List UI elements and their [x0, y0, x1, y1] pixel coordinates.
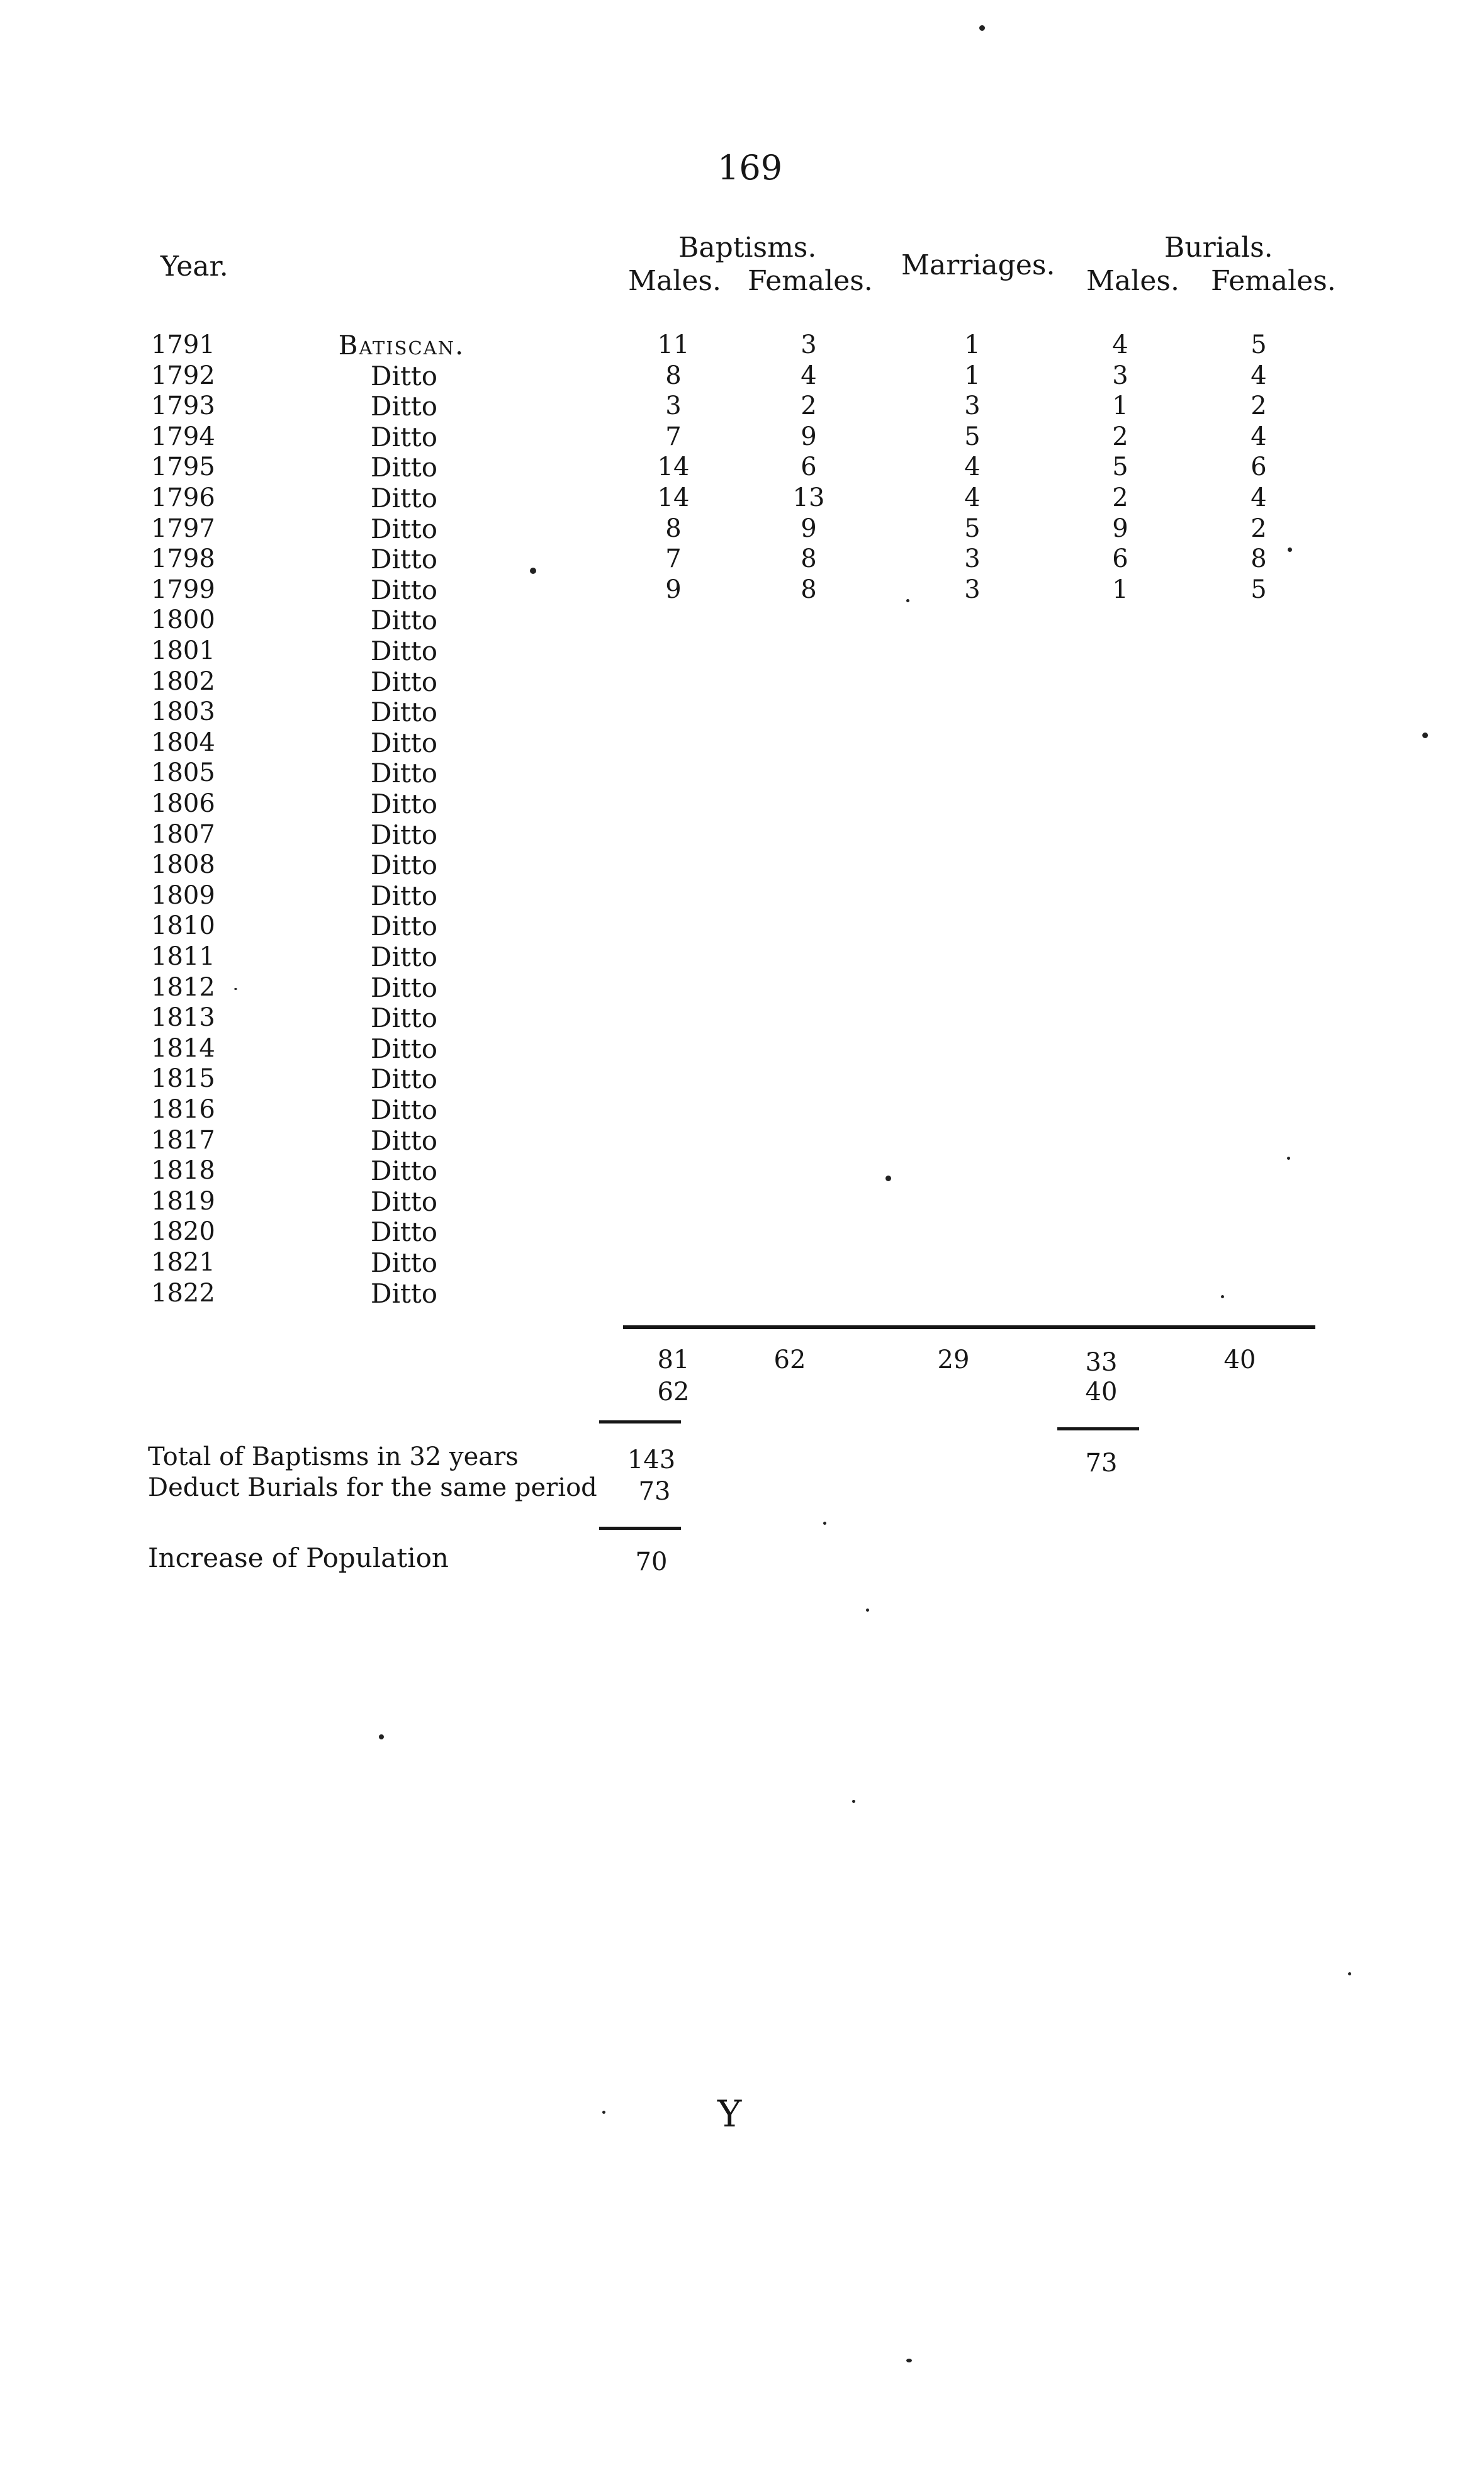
- subtotal-burials-females: 40: [1085, 1378, 1118, 1407]
- header-burials: Burials.: [1164, 232, 1273, 264]
- cell-place: Ditto: [370, 483, 438, 514]
- cell-year: 1816: [151, 1095, 215, 1124]
- cell-burials-females: 2: [1251, 391, 1267, 420]
- cell-baptisms-females: 3: [801, 330, 817, 359]
- cell-marriages: 5: [964, 422, 981, 451]
- cell-year: 1798: [151, 544, 215, 573]
- cell-baptisms-females: 8: [801, 575, 817, 604]
- cell-marriages: 1: [964, 361, 981, 390]
- cell-year: 1801: [151, 636, 215, 665]
- cell-burials-females: 4: [1251, 422, 1267, 451]
- signature-mark: Y: [717, 2092, 742, 2135]
- cell-baptisms-females: 6: [801, 452, 817, 481]
- cell-marriages: 4: [964, 483, 981, 512]
- summary-burials-total: 73: [1085, 1449, 1118, 1478]
- cell-burials-females: 2: [1251, 514, 1267, 543]
- scan-speck: [1348, 1972, 1351, 1975]
- cell-place: Ditto: [370, 1247, 438, 1278]
- total-baptisms-females: 62: [773, 1345, 806, 1374]
- total-burials-females: 40: [1223, 1345, 1256, 1374]
- cell-place: Ditto: [370, 1002, 438, 1033]
- cell-baptisms-males: 7: [665, 422, 682, 451]
- cell-baptisms-females: 4: [801, 361, 817, 390]
- cell-place: Ditto: [370, 391, 438, 422]
- cell-year: 1791: [151, 330, 215, 359]
- summary-deduct-label: Deduct Burials for the same period: [148, 1473, 597, 1502]
- cell-burials-females: 4: [1251, 361, 1267, 390]
- cell-marriages: 4: [964, 452, 981, 481]
- cell-year: 1819: [151, 1187, 215, 1216]
- cell-burials-males: 4: [1112, 330, 1128, 359]
- header-baptisms-males: Males.: [628, 265, 721, 297]
- cell-burials-females: 4: [1251, 483, 1267, 512]
- header-year: Year.: [160, 250, 228, 283]
- scan-speck: [530, 568, 536, 574]
- cell-place: Ditto: [370, 1094, 438, 1125]
- scan-speck: [1422, 733, 1428, 738]
- cell-year: 1793: [151, 391, 215, 420]
- summary-increase-value: 70: [635, 1547, 668, 1576]
- cell-marriages: 1: [964, 330, 981, 359]
- cell-year: 1804: [151, 728, 215, 757]
- cell-baptisms-males: 14: [657, 483, 690, 512]
- cell-burials-females: 8: [1251, 544, 1267, 573]
- header-burials-males: Males.: [1086, 265, 1179, 297]
- cell-baptisms-females: 2: [801, 391, 817, 420]
- total-burials-males: 33: [1085, 1348, 1118, 1377]
- scan-speck: [1288, 547, 1292, 552]
- scan-speck: [1287, 1157, 1290, 1160]
- cell-place: Ditto: [370, 880, 438, 911]
- cell-year: 1799: [151, 575, 215, 604]
- cell-marriages: 3: [964, 391, 981, 420]
- cell-baptisms-males: 11: [657, 330, 690, 359]
- cell-burials-males: 2: [1112, 422, 1128, 451]
- cell-baptisms-males: 8: [665, 361, 682, 390]
- cell-place: Ditto: [370, 1125, 438, 1156]
- cell-burials-males: 2: [1112, 483, 1128, 512]
- scan-speck: [602, 2111, 605, 2114]
- total-baptisms-males: 81: [657, 1345, 690, 1374]
- sum-rule-baptisms: [599, 1420, 681, 1423]
- cell-place: Ditto: [370, 514, 438, 544]
- cell-place: Ditto: [370, 1186, 438, 1217]
- cell-year: 1815: [151, 1064, 215, 1093]
- cell-baptisms-females: 8: [801, 544, 817, 573]
- cell-place: Ditto: [370, 1064, 438, 1094]
- header-marriages: Marriages.: [901, 249, 1055, 281]
- sum-rule-burials: [1057, 1427, 1139, 1430]
- scan-speck: [823, 1522, 826, 1525]
- scan-speck: [906, 2359, 912, 2362]
- cell-place: Ditto: [370, 1278, 438, 1309]
- cell-year: 1811: [151, 942, 215, 971]
- cell-place: Ditto: [370, 1155, 438, 1186]
- cell-burials-males: 5: [1112, 452, 1128, 481]
- cell-burials-females: 6: [1251, 452, 1267, 481]
- cell-burials-males: 9: [1112, 514, 1128, 543]
- scan-speck: [379, 1734, 384, 1739]
- summary-total-label: Total of Baptisms in 32 years: [148, 1442, 519, 1471]
- cell-year: 1812: [151, 973, 215, 1002]
- cell-place: Ditto: [370, 575, 438, 605]
- cell-burials-males: 1: [1112, 391, 1128, 420]
- cell-baptisms-males: 3: [665, 391, 682, 420]
- cell-year: 1792: [151, 361, 215, 390]
- cell-place: Ditto: [370, 850, 438, 880]
- cell-year: 1818: [151, 1156, 215, 1185]
- cell-place: Ditto: [370, 911, 438, 941]
- cell-year: 1808: [151, 850, 215, 879]
- scan-speck: [979, 25, 985, 31]
- cell-burials-males: 1: [1112, 575, 1128, 604]
- page-number: 169: [717, 148, 783, 188]
- cell-place: Ditto: [370, 452, 438, 483]
- cell-year: 1821: [151, 1248, 215, 1277]
- cell-year: 1796: [151, 483, 215, 512]
- cell-baptisms-males: 14: [657, 452, 690, 481]
- cell-year: 1800: [151, 605, 215, 634]
- header-baptisms-females: Females.: [748, 265, 873, 297]
- summary-deduct-value: 73: [638, 1477, 671, 1506]
- cell-place: Ditto: [370, 697, 438, 727]
- cell-year: 1795: [151, 452, 215, 481]
- cell-place: Ditto: [370, 422, 438, 452]
- cell-burials-females: 5: [1251, 330, 1267, 359]
- cell-place: Ditto: [370, 666, 438, 697]
- cell-place: Ditto: [370, 972, 438, 1003]
- cell-year: 1806: [151, 789, 215, 818]
- cell-year: 1807: [151, 820, 215, 849]
- cell-place: Ditto: [370, 544, 438, 575]
- totals-rule: [623, 1325, 1315, 1329]
- cell-burials-females: 5: [1251, 575, 1267, 604]
- cell-year: 1805: [151, 758, 215, 787]
- cell-baptisms-males: 9: [665, 575, 682, 604]
- cell-marriages: 3: [964, 544, 981, 573]
- cell-place: Ditto: [370, 361, 438, 391]
- cell-place: Ditto: [370, 605, 438, 636]
- cell-burials-males: 3: [1112, 361, 1128, 390]
- summary-increase-label: Increase of Population: [148, 1542, 449, 1573]
- subtotal-baptisms-females: 62: [657, 1378, 690, 1407]
- cell-year: 1813: [151, 1003, 215, 1032]
- summary-total-value: 143: [627, 1446, 676, 1474]
- scan-speck: [234, 988, 237, 990]
- header-burials-females: Females.: [1211, 265, 1336, 297]
- scan-speck: [852, 1800, 855, 1803]
- scan-speck: [1221, 1295, 1224, 1298]
- cell-place: Batiscan.: [338, 330, 465, 361]
- header-baptisms: Baptisms.: [678, 232, 817, 264]
- cell-year: 1794: [151, 422, 215, 451]
- cell-year: 1817: [151, 1126, 215, 1155]
- cell-place: Ditto: [370, 727, 438, 758]
- cell-place: Ditto: [370, 941, 438, 972]
- total-marriages: 29: [937, 1345, 970, 1374]
- cell-place: Ditto: [370, 1216, 438, 1247]
- cell-place: Ditto: [370, 789, 438, 819]
- cell-marriages: 3: [964, 575, 981, 604]
- cell-baptisms-females: 13: [792, 483, 825, 512]
- cell-year: 1797: [151, 514, 215, 543]
- cell-year: 1822: [151, 1279, 215, 1308]
- cell-year: 1803: [151, 697, 215, 726]
- cell-year: 1809: [151, 881, 215, 910]
- cell-place: Ditto: [370, 1033, 438, 1064]
- scan-speck: [906, 599, 909, 602]
- cell-burials-males: 6: [1112, 544, 1128, 573]
- cell-place: Ditto: [370, 636, 438, 666]
- cell-year: 1820: [151, 1217, 215, 1246]
- cell-year: 1814: [151, 1034, 215, 1063]
- cell-marriages: 5: [964, 514, 981, 543]
- cell-year: 1802: [151, 667, 215, 696]
- scan-speck: [866, 1609, 869, 1612]
- cell-baptisms-males: 7: [665, 544, 682, 573]
- cell-place: Ditto: [370, 819, 438, 850]
- cell-baptisms-females: 9: [801, 514, 817, 543]
- cell-place: Ditto: [370, 758, 438, 789]
- cell-baptisms-males: 8: [665, 514, 682, 543]
- scan-speck: [885, 1176, 891, 1181]
- cell-baptisms-females: 9: [801, 422, 817, 451]
- increase-rule: [599, 1527, 681, 1530]
- cell-year: 1810: [151, 911, 215, 940]
